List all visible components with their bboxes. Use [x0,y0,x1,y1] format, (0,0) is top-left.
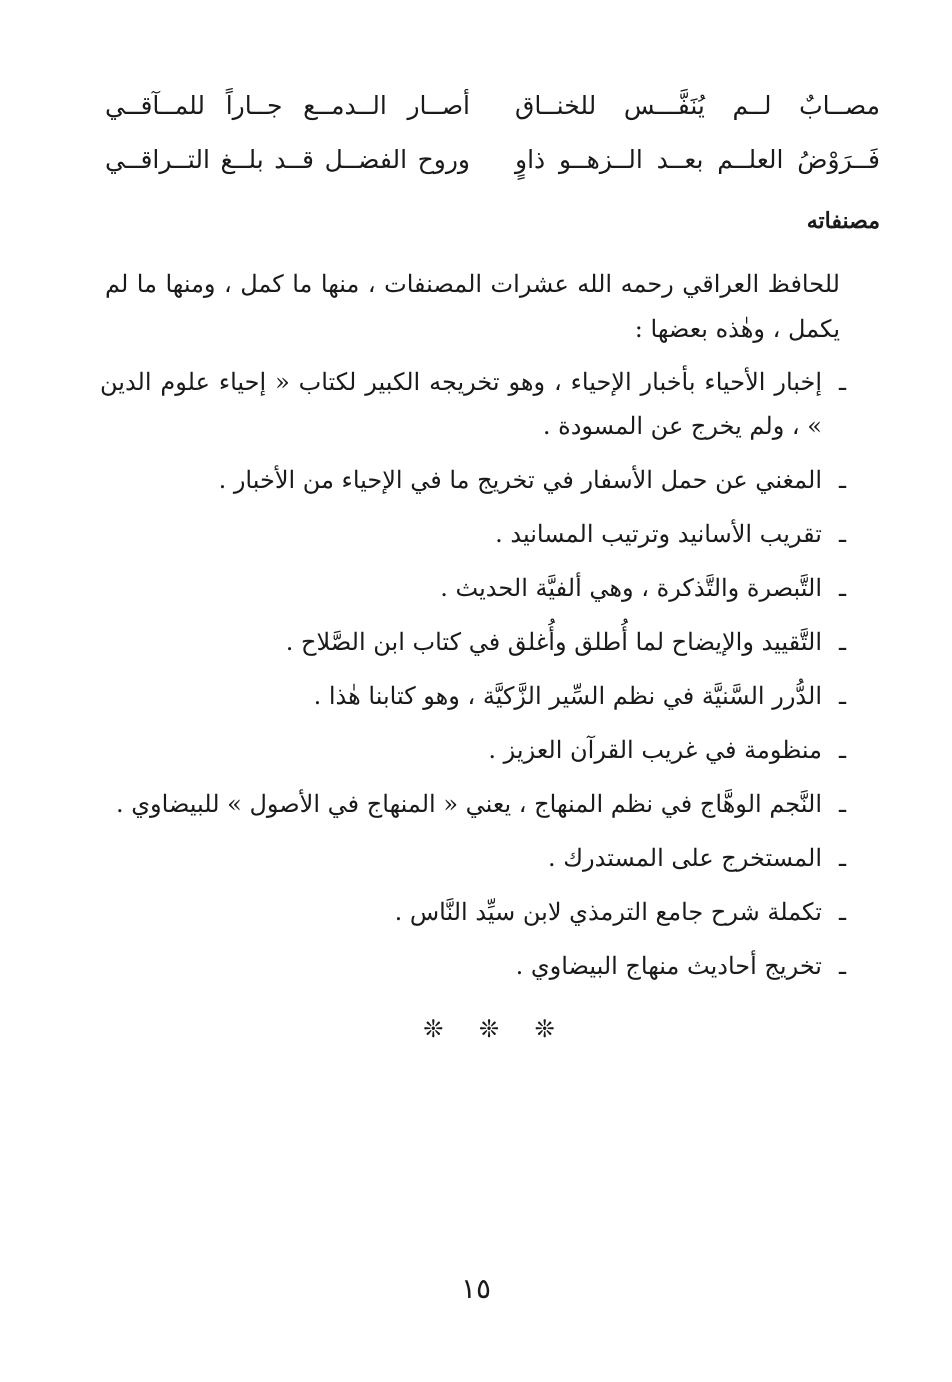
list-dash: ـ [838,790,846,818]
list-dash: ـ [838,952,846,980]
list-item [100,620,846,664]
list-item-text: تخريج أحاديث منهاج البيضاوي . [515,952,822,980]
list-item-text: التَّقييد والإيضاح لما أُطلق وأُغلق في كتاب ابن الصَّلاح . [285,628,822,656]
list-item-text: المستخرج على المستدرك . [548,844,822,872]
list-dash: ـ [838,736,846,764]
poem [105,78,880,186]
section-separator: ❊ ❊ ❊ [423,1015,569,1043]
list-dash: ـ [838,520,846,548]
list-dash: ـ [838,898,846,926]
verse-first-hemistich: مصــابٌ لــم يُنَفَّـــس للخنــاق [515,90,880,120]
list-dash: ـ [838,844,846,872]
list-item [100,566,846,610]
list-dash: ـ [838,368,846,396]
intro-paragraph: للحافظ العراقي رحمه الله عشرات المصنفات ، منها ما كمل ، ومنها ما لم يكمل ، وهٰذه بعضها : [105,270,840,343]
list-item-text: الدُّرر السَّنيَّة في نظم السِّير الزَّكيَّة ، وهو كتابنا هٰذا . [313,682,822,710]
list-item [100,890,846,934]
list-item [100,674,846,718]
poem-verse [105,78,880,132]
list-dash: ـ [838,628,846,656]
list-item [100,728,846,772]
list-item [100,458,846,502]
list-item-text: النَّجم الوهَّاج في نظم المنهاج ، يعني « المنهاج في الأصول » للبيضاوي . [116,790,822,818]
list-item [100,360,846,448]
poem-verse [105,132,880,186]
list-item-text: المغني عن حمل الأسفار في تخريج ما في الإحياء من الأخبار . [218,466,822,494]
list-dash: ـ [838,574,846,602]
list-dash: ـ [838,466,846,494]
works-list [100,360,846,998]
list-item-text: التَّبصرة والتَّذكرة ، وهي ألفيَّة الحديث . [440,574,822,602]
verse-second-hemistich: أصــار الــدمــع جــاراً للمــآقــي [105,90,470,120]
list-item-text: إخبار الأحياء بأخبار الإحياء ، وهو تخريجه الكبير لكتاب « إحياء علوم الدين » ، ولم يخرج عن المسودة . [100,368,822,440]
list-dash: ـ [838,682,846,710]
list-item [100,944,846,988]
list-item-text: منظومة في غريب القرآن العزيز . [488,736,822,764]
list-item-text: تقريب الأسانيد وترتيب المسانيد . [495,520,822,548]
list-item [100,836,846,880]
list-item [100,512,846,556]
list-item-text: تكملة شرح جامع الترمذي لابن سيِّد النَّاس . [394,898,822,926]
list-item [100,782,846,826]
verse-first-hemistich: فَــرَوْضُ العلــم بعــد الــزهــو ذاوٍ [515,144,880,174]
section-title: مصنفاته [806,208,880,234]
page-number: ١٥ [460,1272,492,1305]
verse-second-hemistich: وروح الفضــل قــد بلــغ التــراقــي [105,144,470,174]
